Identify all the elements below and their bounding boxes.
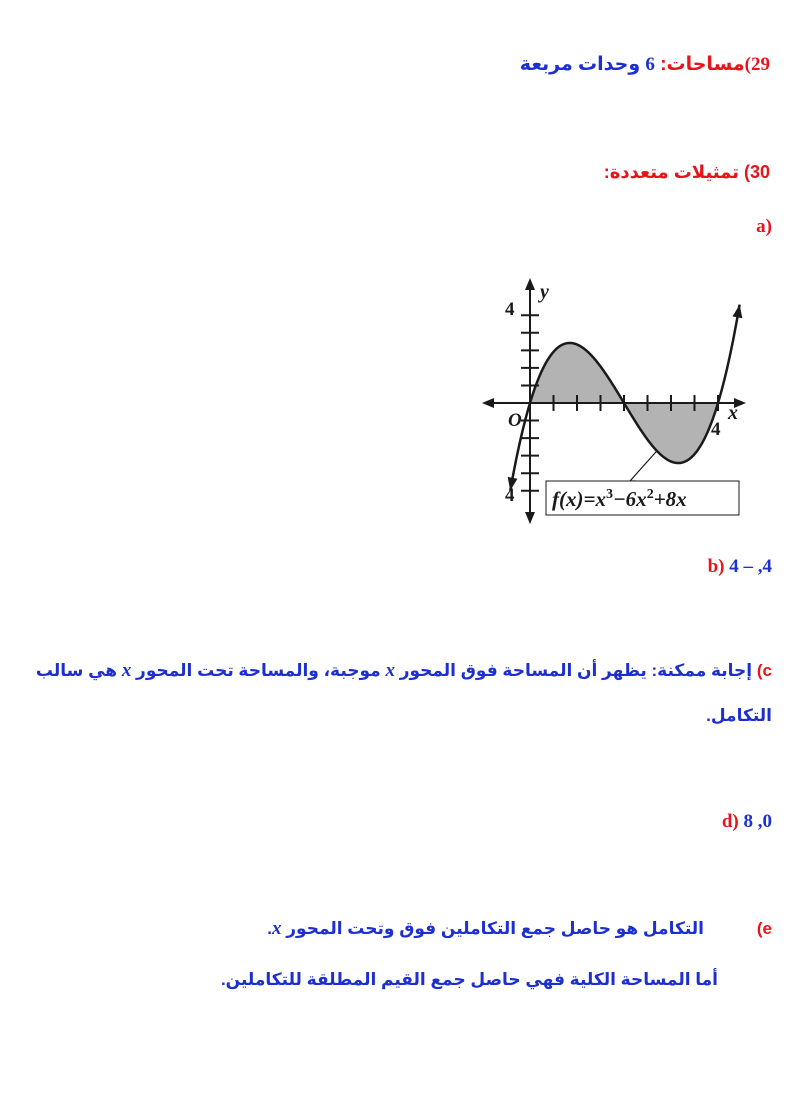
part-c-text-3: هي سالب [35,661,118,680]
part-c-var-1: x [385,660,395,681]
part-e-var: x [272,918,282,939]
question-30-title: 30) تمثيلات متعددة: [603,162,770,182]
part-e-end: . [267,919,273,938]
part-c-text-2: موجبة، والمساحة تحت المحور [136,661,381,680]
shaded-region-above [530,343,624,403]
x-axis-label: x [728,402,738,424]
part-e-label: e) [756,919,772,938]
part-e-line-1 [267,917,772,941]
part-c-text-1: إجابة ممكنة: يظهر أن المساحة فوق المحور [399,661,753,680]
part-d-value: 0, 8 [743,811,772,832]
x-axis-left-arrow [482,398,494,408]
part-a-label: (a [756,216,772,237]
q29-value: 6 [645,54,655,75]
part-c-label: c) [756,661,772,680]
part-d-label: (d [721,811,739,832]
part-c-var-2: x [121,660,132,681]
part-e-text-1: التكامل هو حاصل جمع التكاملين فوق وتحت المحور [286,919,704,938]
x-tick-right-label: 4 [711,419,721,440]
part-b [708,555,772,579]
part-c-line-1 [36,659,772,683]
y-axis-label: y [540,281,549,303]
q29-number: 29) [744,54,770,75]
shaded-region-below [624,403,718,463]
q29-label: مساحات: [660,54,745,75]
part-e-line-2: أما المساحة الكلية فهي حاصل جمع القيم المطلقة للتكاملين. [220,970,718,989]
q29-unit: وحدات مربعة [519,54,641,75]
part-c-line-2: التكامل. [706,706,772,725]
function-label: $f(x)=x^3-6x^2+8x$ [552,487,687,511]
y-axis-bottom-arrow [525,512,535,524]
function-label-leader [630,451,657,481]
question-29 [520,53,770,77]
y-tick-bottom-label: 4 [505,485,515,506]
y-tick-top-label: 4 [505,299,515,320]
part-b-label: (b [707,556,725,577]
origin-label: O [508,410,522,431]
cubic-function-graph [478,276,748,526]
y-axis-top-arrow [525,278,535,290]
curve-right-arrow [732,305,742,319]
part-b-value: 4, – 4 [729,556,772,577]
part-d [722,810,772,834]
